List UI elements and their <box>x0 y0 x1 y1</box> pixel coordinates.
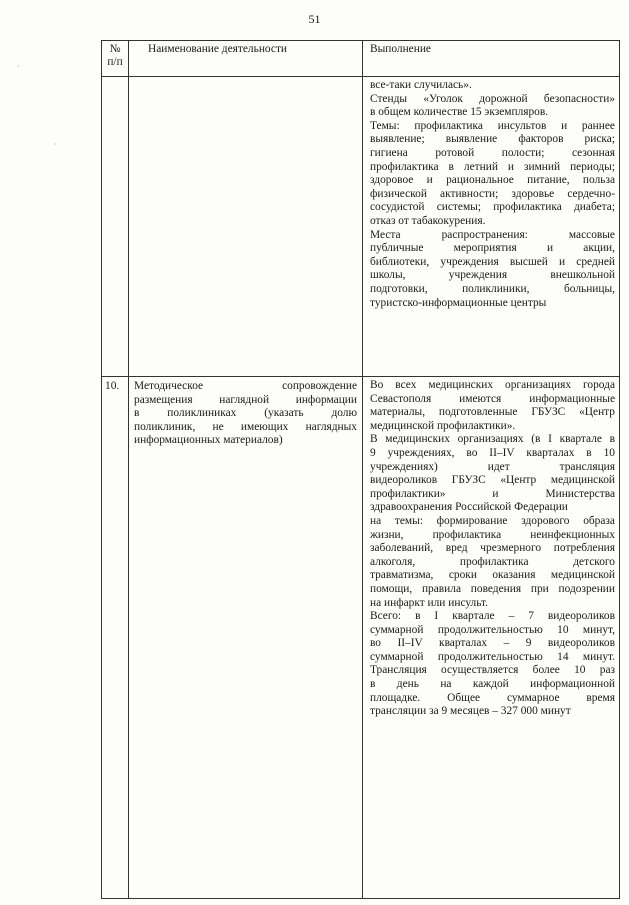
text-line: Севастополя имеются информационные <box>370 392 615 405</box>
text-line: профилактики» и Министерства <box>370 487 615 500</box>
text-line: выявление; выявление факторов риска; <box>370 133 615 146</box>
header-activity-name: Наименование деятельности <box>129 41 363 77</box>
text-line: помощи, правила поведения при подозрении <box>370 582 615 595</box>
text-line: в общем количестве 15 экземпляров. <box>370 106 549 119</box>
text-line: травматизма, сроки оказания медицинской <box>370 569 615 582</box>
text-line: здоровое и рациональное питание, польза <box>370 174 615 187</box>
text-line: Всего: в I квартале – 7 видеороликов <box>370 610 615 623</box>
text-line: Во всех медицинских организациях города <box>370 379 615 391</box>
header-number-symbol: № <box>109 43 121 55</box>
header-number <box>102 41 129 77</box>
text-line: подготовки, поликлиники, больницы, <box>370 282 615 295</box>
text-line: размещения наглядной информации <box>134 393 357 406</box>
page-number: 51 <box>308 12 321 26</box>
row10-execution-cell <box>363 377 620 899</box>
margin-speck: · <box>54 140 57 149</box>
text-line: Трансляция осуществляется более 10 раз <box>370 664 615 677</box>
text-line: Темы: профилактика инсультов и раннее <box>370 119 615 132</box>
text-line: трансляции за 9 месяцев – 327 000 минут <box>370 705 571 718</box>
text-line: учреждениях) идет трансляция <box>370 460 615 473</box>
activities-table <box>101 40 620 899</box>
margin-speck: · <box>17 62 20 71</box>
row9-execution-cell <box>363 77 620 377</box>
text-line: материалы, подготовленные ГБУЗС «Центр <box>370 406 615 419</box>
table-row <box>102 77 620 377</box>
text-line: все-таки случилась». <box>370 79 472 91</box>
text-line: 9 учреждениях, во II–IV кварталах в 10 <box>370 446 615 459</box>
text-line: в день на каждой информационной <box>370 678 615 691</box>
row9-number-cell <box>102 77 129 377</box>
text-line: сосудистой системы; профилактика диабета; <box>370 201 615 214</box>
text-line: публичные мероприятия и акции, <box>370 242 615 255</box>
text-line: Стенды «Уголок дорожной безопасности» <box>370 92 615 105</box>
text-line: В медицинских организациях (в I квартале в <box>370 433 615 446</box>
text-line: отказ от табакокурения. <box>370 214 486 227</box>
text-line: туристско-информационные центры <box>370 296 547 309</box>
text-line: заболеваний, вред чрезмерного потребления <box>370 542 615 555</box>
text-line: Методическое сопровождение <box>134 380 357 392</box>
text-line: алкоголя, профилактика детского <box>370 555 615 568</box>
header-execution: Выполнение <box>363 41 620 77</box>
text-line: в поликлиниках (указать долю <box>134 407 357 420</box>
table-header-row <box>102 41 620 77</box>
text-line: медицинской профилактики». <box>370 419 516 432</box>
row9-name-cell <box>129 77 363 377</box>
text-line: профилактика в летний и зимний периоды; <box>370 160 615 173</box>
text-line: жизни, профилактика неинфекционных <box>370 528 615 541</box>
text-line: поликлиник, не имеющих наглядных <box>134 420 357 433</box>
text-line: Места распространения: массовые <box>370 228 615 241</box>
text-line: суммарной продолжительностью 14 минут. <box>370 650 615 663</box>
text-line: площадке. Общее суммарное время <box>370 691 615 704</box>
text-line: физической активности; здоровье сердечно- <box>370 187 615 200</box>
text-line: во II–IV кварталах – 9 видеороликов <box>370 637 615 650</box>
text-line: информационных материалов) <box>134 434 283 447</box>
header-number-abbr: п/п <box>107 56 123 68</box>
row10-name-cell <box>129 377 363 899</box>
text-line: видеороликов ГБУЗС «Центр медицинской <box>370 474 615 487</box>
text-line: здравоохранения Российской Федерации <box>370 501 568 514</box>
text-line: школы, учреждения внешкольной <box>370 269 615 282</box>
row10-number: 10. <box>102 377 129 899</box>
text-line: библиотеки, учреждения высшей и средней <box>370 255 615 268</box>
text-line: гигиена ротовой полости; сезонная <box>370 146 615 159</box>
text-line: на инфаркт или инсульт. <box>370 596 488 609</box>
text-line: на темы: формирование здорового образа <box>370 514 615 527</box>
table-row <box>102 377 620 899</box>
text-line: суммарной продолжительностью 10 минут, <box>370 623 615 636</box>
